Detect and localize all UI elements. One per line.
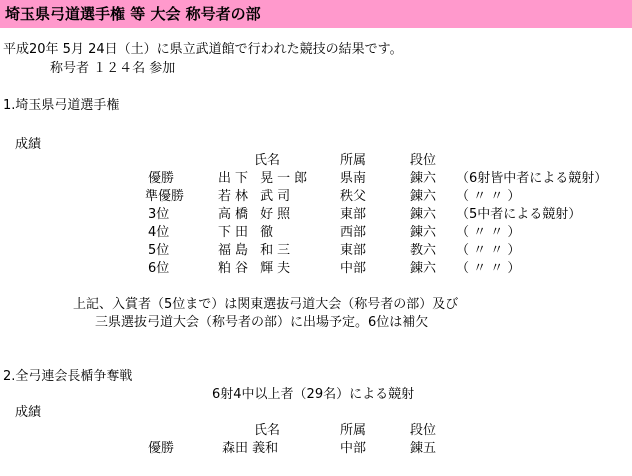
affiliation-cell: 東部 [340,207,367,222]
affiliation-cell: 東部 [340,243,367,258]
column-header-name: 氏名 [254,153,281,168]
section1-results-label: 成績 [15,137,42,152]
note-cell: （5中者による競射） [456,207,582,222]
name-cell: 粕谷 輝夫 [218,261,295,276]
section2-subheading: 6射4中以上者（29名）による競射 [212,387,415,402]
page-title: 埼玉県弓道選手権 等 大会 称号者の部 [5,5,261,23]
note-cell: （6射皆中者による競射） [456,171,608,186]
note-cell: （ 〃 〃 ） [456,243,521,258]
place-cell: 優勝 [148,441,175,456]
place-cell: 3位 [148,207,170,222]
rank-cell: 錬六 [410,189,437,204]
affiliation-cell: 秩父 [340,189,367,204]
note-cell: （ 〃 〃 ） [456,189,521,204]
intro-line: 平成20年 5月 24日（土）に県立武道館で行われた競技の結果です。 [3,42,403,57]
column-header-name: 氏名 [254,423,281,438]
name-cell: 高橋 好照 [218,207,295,222]
column-header-rank: 段位 [410,423,437,438]
place-cell: 5位 [148,243,170,258]
name-cell: 若林 武司 [218,189,295,204]
section1-note-line1: 上記、入賞者（5位まで）は関東選抜弓道大会（称号者の部）及び [73,297,459,312]
section1-note-line2: 三県選抜弓道大会（称号者の部）に出場予定。6位は補欠 [95,315,429,330]
section2-heading: 2.全弓連会長楯争奪戦 [3,369,133,384]
affiliation-cell: 中部 [340,441,367,456]
place-cell: 準優勝 [145,189,185,204]
rank-cell: 錬六 [410,261,437,276]
affiliation-cell: 中部 [340,261,367,276]
column-header-rank: 段位 [410,153,437,168]
place-cell: 6位 [148,261,170,276]
section1-heading: 1.埼玉県弓道選手権 [3,98,120,113]
section2-results-label: 成績 [15,405,42,420]
column-header-affiliation: 所属 [340,423,367,438]
rank-cell: 錬五 [410,441,437,456]
place-cell: 優勝 [148,171,175,186]
name-cell: 出下 晃一郎 [218,171,312,186]
name-cell: 下田 徹 [218,225,278,240]
name-cell: 福島 和三 [218,243,295,258]
place-cell: 4位 [148,225,170,240]
rank-cell: 教六 [410,243,437,258]
affiliation-cell: 県南 [340,171,367,186]
rank-cell: 錬六 [410,171,437,186]
rank-cell: 錬六 [410,207,437,222]
note-cell: （ 〃 〃 ） [456,261,521,276]
affiliation-cell: 西部 [340,225,367,240]
note-cell: （ 〃 〃 ） [456,225,521,240]
column-header-affiliation: 所属 [340,153,367,168]
name-cell: 森田 義和 [222,441,279,456]
participants-line: 称号者 １２４名 参加 [50,61,176,76]
rank-cell: 錬六 [410,225,437,240]
